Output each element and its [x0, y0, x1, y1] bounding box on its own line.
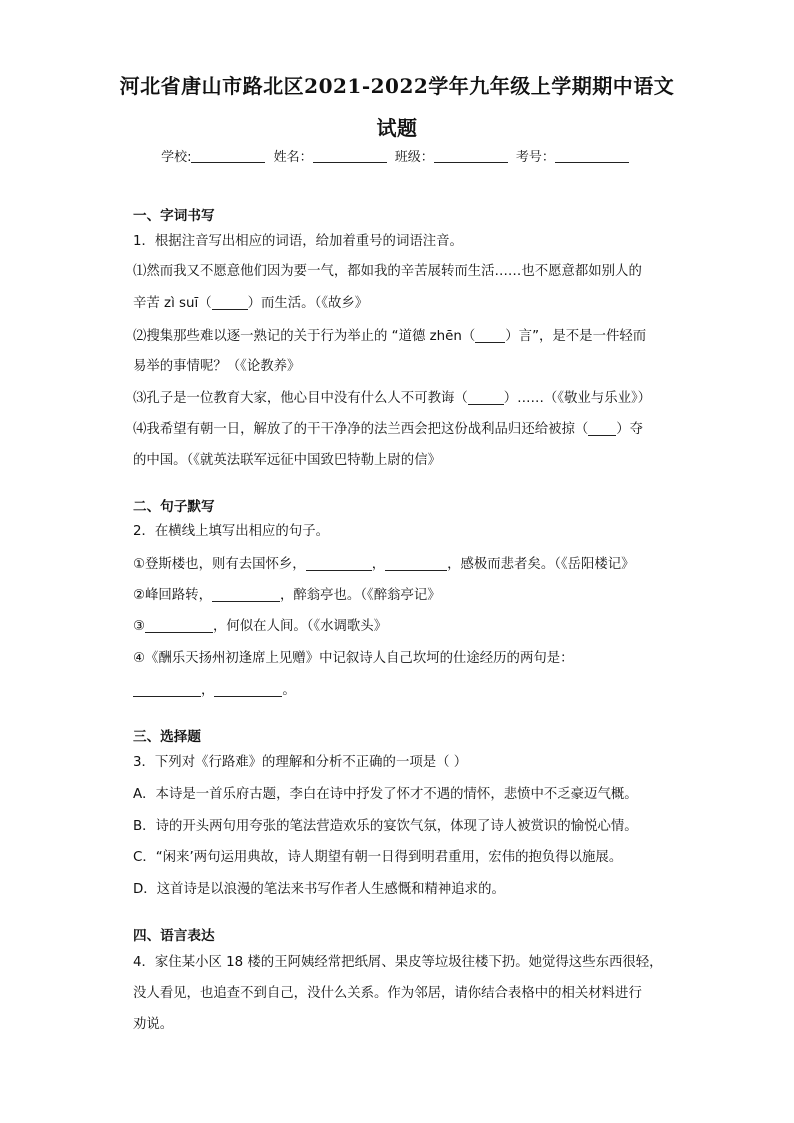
- question-item: [133, 420, 693, 440]
- number-label: 考号：: [515, 150, 555, 165]
- answer-blank[interactable]: [214, 682, 282, 697]
- question-item: [133, 555, 693, 575]
- answer-blank[interactable]: [133, 682, 201, 697]
- question-stem: 4．家住某小区 18 楼的王阿姨经常把纸屑、果皮等垃圾往楼下扔。她觉得这些东西很轻，: [133, 955, 663, 970]
- student-info-row: [0, 146, 794, 165]
- question-stem: 1．根据注音写出相应的词语，给加着重号的词语注音。: [133, 234, 463, 249]
- choice-option-d[interactable]: D．这首诗是以浪漫的笔法来书写作者人生感慨和精神追求的。: [133, 882, 505, 897]
- section-heading: 一、字词书写: [133, 208, 215, 224]
- answer-blank[interactable]: [588, 421, 616, 436]
- item-text: ⑵搜集那些难以逐一熟记的关于行为举止的 “道德 zhēn（: [133, 329, 476, 344]
- school-label: 学校:: [161, 150, 192, 165]
- item-text: 。: [282, 683, 296, 698]
- answer-blank[interactable]: [212, 587, 280, 602]
- exam-title: 河北省唐山市路北区2021-2022学年九年级上学期期中语文: [119, 74, 675, 98]
- question-item: [133, 389, 693, 409]
- question-item: [133, 681, 693, 701]
- item-text: ，: [371, 557, 386, 572]
- section-heading: 二、句子默写: [133, 499, 215, 515]
- answer-blank[interactable]: [212, 295, 248, 310]
- number-blank[interactable]: [555, 149, 629, 163]
- question-stem: 没人看见，也追查不到自己，没什么关系。作为邻居，请你结合表格中的相关材料进行: [133, 986, 642, 1001]
- item-text: 辛苦 zì suī（: [133, 296, 212, 311]
- question-stem: 3．下列对《行路难》的理解和分析不正确的一项是（ ）: [133, 755, 468, 770]
- question-stem: 2．在横线上填写出相应的句子。: [133, 524, 329, 539]
- choice-option-a[interactable]: A．本诗是一首乐府古题，李白在诗中抒发了怀才不遇的情怀，悲愤中不乏豪迈气概。: [133, 787, 638, 802]
- section-heading: 三、选择题: [133, 729, 201, 745]
- answer-blank[interactable]: [468, 390, 504, 405]
- item-text: ，醉翁亭也。（《醉翁亭记》: [279, 588, 441, 603]
- exam-title-continued: 试题: [376, 116, 418, 140]
- item-text: ，感极而悲者矣。（《岳阳楼记》: [447, 557, 635, 572]
- question-stem: 劝说。: [133, 1017, 174, 1032]
- question-item: [133, 617, 693, 637]
- question-item: [133, 586, 693, 606]
- name-blank[interactable]: [313, 149, 387, 163]
- question-item: ⑴然而我又不愿意他们因为要一气，都如我的辛苦展转而生活……也不愿意都如别人的: [133, 264, 642, 279]
- school-blank[interactable]: [191, 149, 265, 163]
- answer-blank[interactable]: [306, 556, 372, 571]
- item-text: ，何似在人间。（《水调歌头》: [213, 619, 388, 634]
- item-text: ）夺: [616, 422, 644, 437]
- item-text: ②峰回路转，: [133, 588, 212, 603]
- section-heading: 四、语言表达: [133, 928, 215, 944]
- item-text: ）言”，是不是一件轻而: [505, 329, 647, 344]
- item-text: ，: [201, 683, 215, 698]
- item-text: ⑷我希望有朝一日，解放了的干干净净的法兰西会把这份战利品归还给被掠（: [133, 422, 589, 437]
- item-text: ①登斯楼也，则有去国怀乡，: [133, 557, 306, 572]
- item-text: ③: [133, 619, 146, 634]
- item-text: ）……（《敬业与乐业》）: [503, 391, 652, 406]
- question-item: [133, 294, 693, 314]
- item-text: ）而生活。（《故乡》: [247, 296, 369, 311]
- question-item: [133, 327, 693, 347]
- item-text: ⑶孔子是一位教育大家，他心目中没有什么人不可教诲（: [133, 391, 468, 406]
- class-blank[interactable]: [434, 149, 508, 163]
- question-item: 的中国。（《就英法联军远征中国致巴特勒上尉的信》: [133, 453, 441, 468]
- name-label: 姓名：: [273, 150, 313, 165]
- answer-blank[interactable]: [385, 556, 447, 571]
- choice-option-b[interactable]: B．诗的开头两句用夸张的笔法营造欢乐的宴饮气氛，体现了诗人被赏识的愉悦心情。: [133, 819, 638, 834]
- question-item: 易举的事情呢？（《论教养》: [133, 359, 301, 374]
- choice-option-c[interactable]: C．“闲来’两句运用典故，诗人期望有朝一日得到明君重用，宏伟的抱负得以施展。: [133, 850, 623, 865]
- answer-blank[interactable]: [475, 328, 505, 343]
- question-item: ④《酬乐天扬州初逢席上见赠》中记叙诗人自己坎坷的仕途经历的两句是：: [133, 651, 574, 666]
- class-label: 班级：: [394, 150, 434, 165]
- answer-blank[interactable]: [145, 618, 213, 633]
